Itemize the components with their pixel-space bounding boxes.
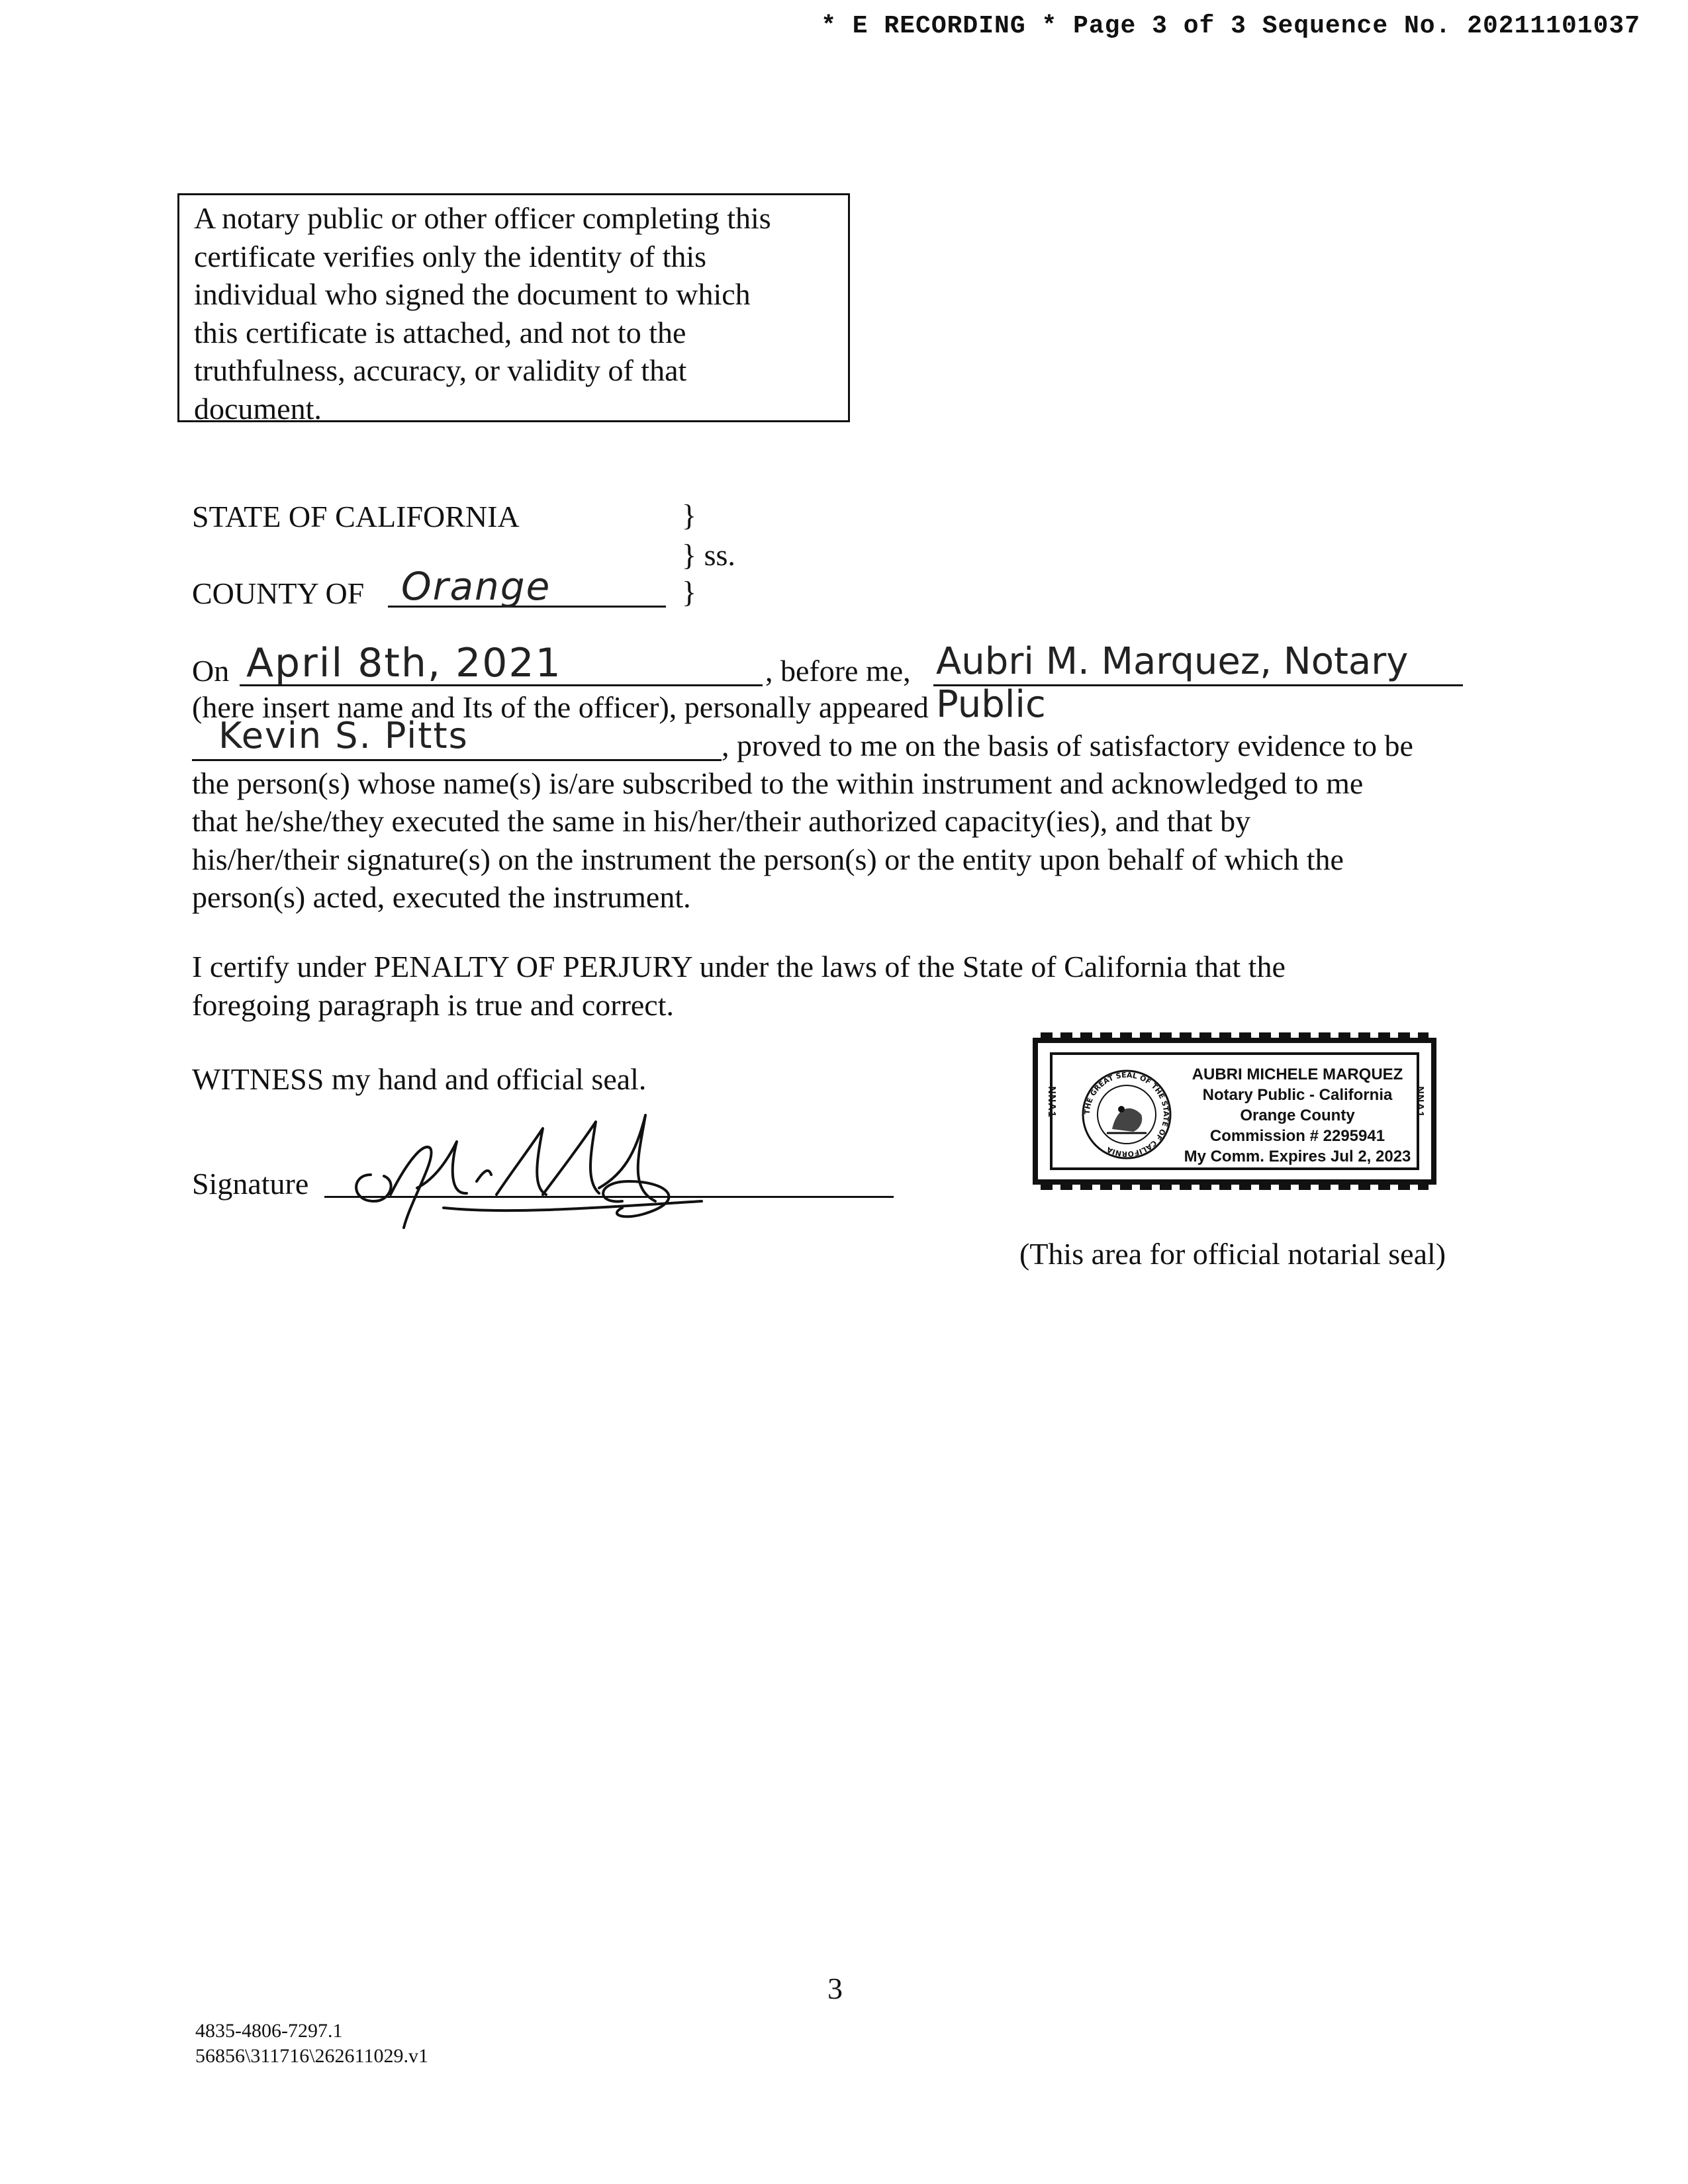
seal-inner-border: [1050, 1052, 1419, 1170]
officer-line: [933, 640, 1463, 726]
before-me-text: , before me,: [765, 654, 911, 688]
seal-line: Orange County: [1240, 1107, 1355, 1124]
notary-signature: [344, 1102, 715, 1234]
notice-line: this certificate is attached, and not to the: [194, 315, 686, 349]
seal-caption: (This area for official notarial seal): [1019, 1237, 1446, 1271]
seal-side-tag-left: NNA1: [1045, 1086, 1057, 1118]
notary-seal-stamp: [1033, 1038, 1436, 1185]
county-line: [388, 564, 666, 609]
notary-notice-box: [177, 193, 850, 426]
date-handwritten: April 8th, 2021: [246, 640, 562, 686]
officer-handwritten: Aubri M. Marquez, Notary Public: [936, 640, 1409, 726]
seal-text-block: [1178, 1064, 1417, 1167]
ack-line: person(s) acted, executed the instrument.: [192, 880, 691, 914]
ack-line: his/her/their signature(s) on the instrument the person(s) or the entity upon behalf of which the: [192, 842, 1344, 876]
signature-label: Signature: [192, 1167, 309, 1201]
on-label: On: [192, 654, 230, 688]
certify-line: I certify under PENALTY OF PERJURY under the laws of the State of California that the: [192, 950, 1286, 983]
date-line: [240, 640, 763, 686]
recording-header: * E RECORDING * Page 3 of 3 Sequence No. 20211101037: [821, 12, 1640, 40]
certify-line: foregoing paragraph is true and correct.: [192, 988, 675, 1022]
seal-line: My Comm. Expires Jul 2, 2023: [1184, 1148, 1411, 1165]
great-seal-icon: [1080, 1068, 1173, 1161]
notice-line: document.: [194, 391, 322, 426]
notice-line: A notary public or other officer completing this: [194, 201, 771, 235]
notice-line: individual who signed the document to which: [194, 277, 751, 311]
state-label: STATE OF CALIFORNIA: [192, 500, 520, 533]
ack-line: the person(s) whose name(s) is/are subscribed to the within instrument and acknowledged to me: [192, 766, 1364, 800]
venue-ss: } ss.: [682, 538, 735, 572]
signer-line: [192, 715, 722, 761]
witness-text: WITNESS my hand and official seal.: [192, 1062, 647, 1096]
county-handwritten: Orange: [401, 564, 551, 609]
seal-line: Commission # 2295941: [1209, 1127, 1385, 1145]
seal-side-tag-right: NNA1: [1414, 1086, 1426, 1118]
notice-line: truthfulness, accuracy, or validity of that: [194, 353, 687, 387]
venue-brace-bottom: }: [682, 575, 697, 609]
page-number: 3: [827, 1972, 843, 2005]
svg-text:THE GREAT SEAL OF THE STATE OF: THE GREAT SEAL OF THE STATE OF CALIFORNIA: [1082, 1070, 1171, 1159]
doc-id-line: 4835-4806-7297.1: [195, 2020, 343, 2042]
signer-handwritten: Kevin S. Pitts: [218, 715, 469, 756]
seal-line: AUBRI MICHELE MARQUEZ: [1192, 1066, 1403, 1083]
notice-line: certificate verifies only the identity of this: [194, 239, 707, 273]
venue-brace-top: }: [682, 498, 697, 532]
ack-line: that he/she/they executed the same in his/her/their authorized capacity(ies), and that by: [192, 804, 1251, 838]
insert-note: (here insert name and Its of the officer), personally appeared: [192, 690, 929, 724]
county-label: COUNTY OF: [192, 576, 365, 610]
proved-text: , proved to me on the basis of satisfactory evidence to be: [722, 729, 1413, 762]
seal-line: Notary Public - California: [1202, 1086, 1393, 1104]
doc-id-line: 56856\311716\262611029.v1: [195, 2045, 428, 2067]
